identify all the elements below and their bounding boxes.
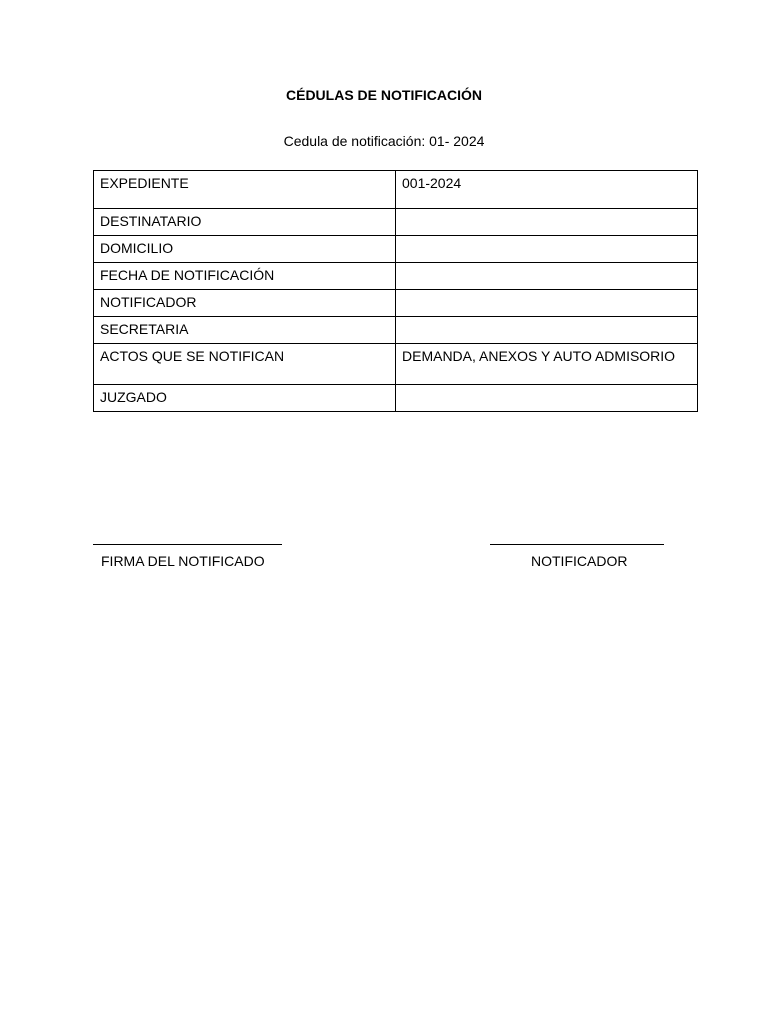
notified-signature-label: FIRMA DEL NOTIFICADO <box>101 553 265 569</box>
notification-number: Cedula de notificación: 01- 2024 <box>283 133 485 149</box>
notificador-label: NOTIFICADOR <box>94 290 396 317</box>
juzgado-value <box>396 385 698 412</box>
fecha-notificacion-value <box>396 263 698 290</box>
form-row-expediente <box>94 171 698 209</box>
form-row-domicilio <box>94 236 698 263</box>
notifier-signature-line <box>490 544 664 545</box>
form-row-notificador <box>94 290 698 317</box>
secretaria-label: SECRETARIA <box>94 317 396 344</box>
form-row-destinatario <box>94 209 698 236</box>
actos-notifican-value: DEMANDA, ANEXOS Y AUTO ADMISORIO <box>396 344 698 385</box>
notifier-signature-label: NOTIFICADOR <box>531 553 628 569</box>
juzgado-label: JUZGADO <box>94 385 396 412</box>
expediente-label: EXPEDIENTE <box>94 171 396 209</box>
fecha-notificacion-label: FECHA DE NOTIFICACIÓN <box>94 263 396 290</box>
domicilio-label: DOMICILIO <box>94 236 396 263</box>
actos-notifican-label: ACTOS QUE SE NOTIFICAN <box>94 344 396 385</box>
destinatario-label: DESTINATARIO <box>94 209 396 236</box>
destinatario-value <box>396 209 698 236</box>
notificador-value <box>396 290 698 317</box>
secretaria-value <box>396 317 698 344</box>
domicilio-value <box>396 236 698 263</box>
form-row-juzgado <box>94 385 698 412</box>
notification-form-table <box>93 170 698 412</box>
form-row-fecha-notificacion <box>94 263 698 290</box>
expediente-value: 001-2024 <box>396 171 698 209</box>
document-title: CÉDULAS DE NOTIFICACIÓN <box>286 87 482 103</box>
form-row-actos-notifican <box>94 344 698 385</box>
notified-signature-line <box>93 544 282 545</box>
form-row-secretaria <box>94 317 698 344</box>
